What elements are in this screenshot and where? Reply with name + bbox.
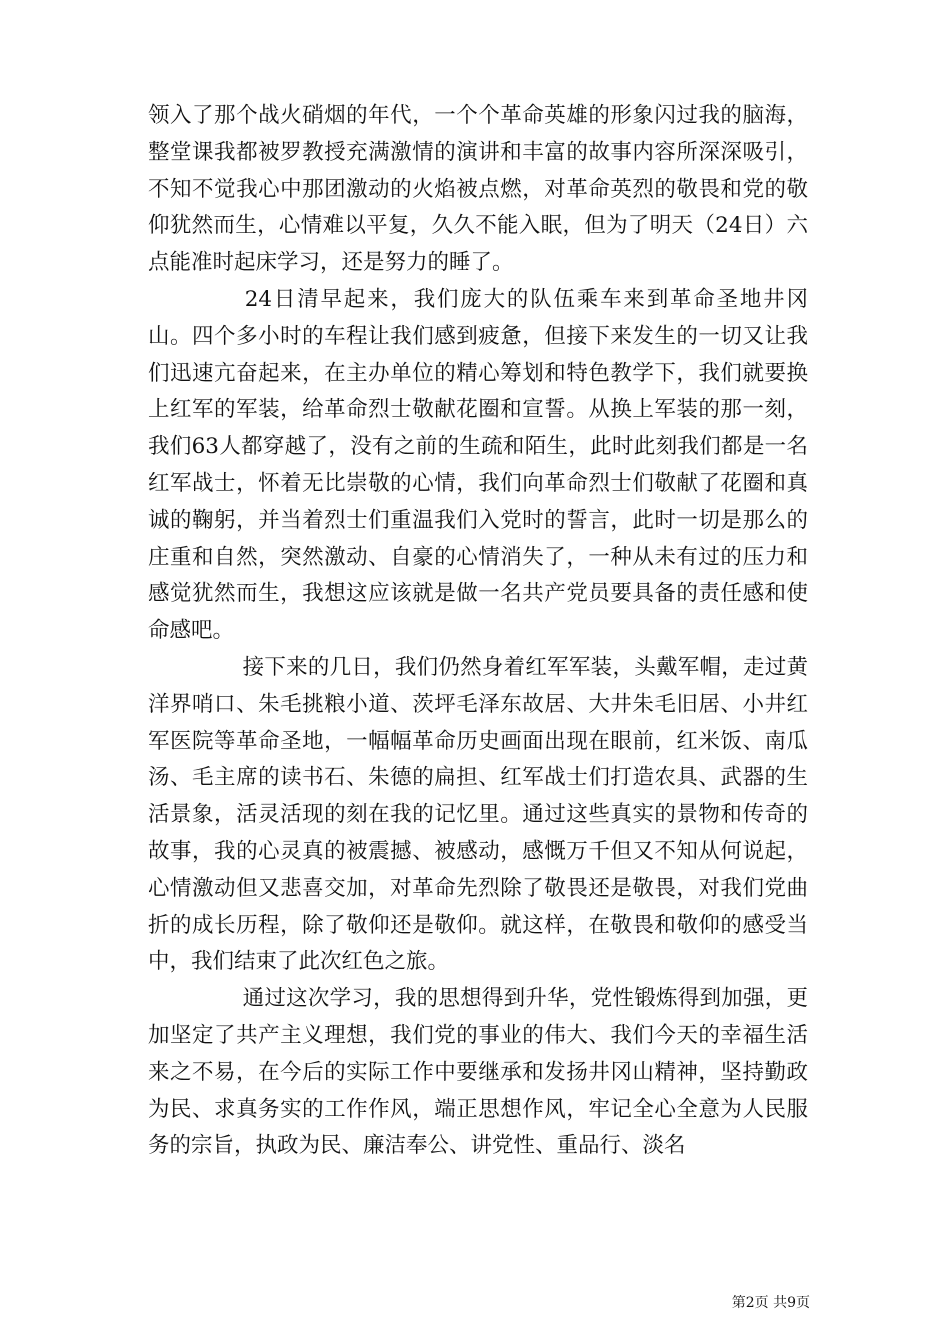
paragraph-red-sites: 接下来的几日，我们仍然身着红军军装，头戴军帽，走过黄洋界哨口、朱毛挑粮小道、茨坪毛泽东故居、大井朱毛旧居、小井红军医院等革命圣地，一幅幅革命历史画面出现在眼前，红米饭、南瓜汤、毛主席的读书石、朱德的扁担、红军战士们打造农具、武器的生活景象，活灵活现的刻在我的记忆里。通过这些真实的景物和传奇的故事，我的心灵真的被震撼、被感动，感慨万千但又不知从何说起，心情激动但又悲喜交加，对革命先烈除了敬畏还是敬畏，对我们党曲折的成长历程，除了敬仰还是敬仰。就这样，在敬畏和敬仰的感受当中，我们结束了此次红色之旅。 — [148, 654, 808, 975]
paragraph-jinggangshan-arrival: 24日清早起来，我们庞大的队伍乘车来到革命圣地井冈山。四个多小时的车程让我们感到疲惫，但接下来发生的一切又让我们迅速亢奋起来，在主办单位的精心筹划和特色教学下，我们就要换上红军的军装，给革命烈士敬献花圈和宣誓。从换上军装的那一刻，我们63人都穿越了，没有之前的生疏和陌生，此时此刻我们都是一名红军战士，怀着无比崇敬的心情，我们向革命烈士们敬献了花圈和真诚的鞠躬，并当着烈士们重温我们入党时的誓言，此时一切是那么的庄重和自然，突然激动、自豪的心情消失了，一种从未有过的压力和感觉犹然而生，我想这应该就是做一名共产党员要具备的责任感和使命感吧。 — [148, 286, 808, 644]
page-number-footer: 第2页 共9页 — [731, 1295, 810, 1311]
paragraph-continuation: 领入了那个战火硝烟的年代，一个个革命英雄的形象闪过我的脑海，整堂课我都被罗教授充满激情的演讲和丰富的故事内容所深深吸引，不知不觉我心中那团激动的火焰被点燃，对革命英烈的敬畏和党的敬仰犹然而生，心情难以平复，久久不能入眠，但为了明天（24日）六点能准时起床学习，还是努力的睡了。 — [148, 103, 808, 276]
paragraph-reflection: 通过这次学习，我的思想得到升华，党性锻炼得到加强，更加坚定了共产主义理想，我们党的事业的伟大、我们今天的幸福生活来之不易，在今后的实际工作中要继承和发扬井冈山精神，坚持勤政为民、求真务实的工作作风，端正思想作风，牢记全心全意为人民服务的宗旨，执政为民、廉洁奉公、讲党性、重品行、淡名 — [148, 986, 808, 1159]
body-text — [148, 98, 808, 1165]
